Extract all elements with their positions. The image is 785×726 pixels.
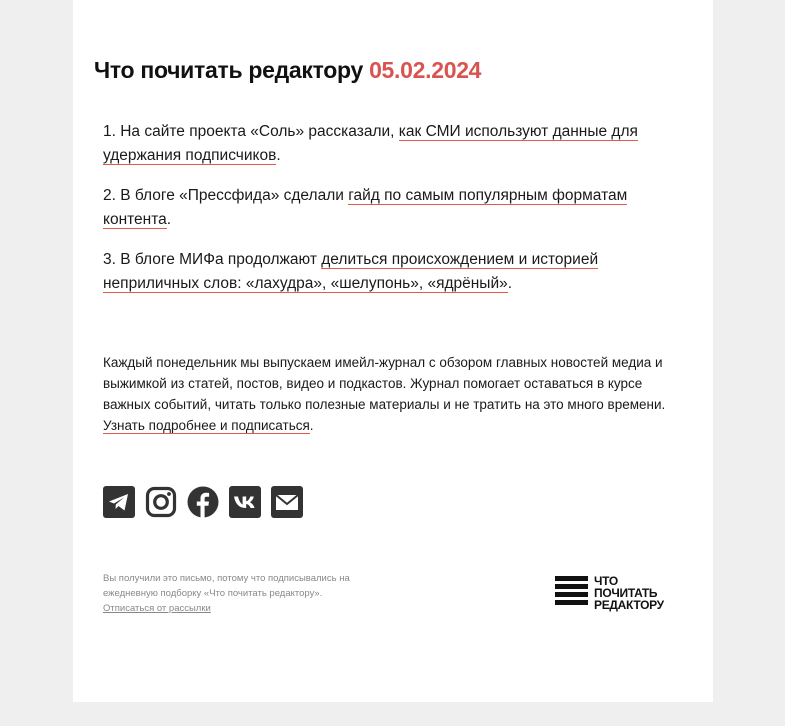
email-icon[interactable] xyxy=(271,486,303,518)
item-text: 3. В блоге МИФа продолжают xyxy=(103,251,322,268)
item-suffix: . xyxy=(507,275,513,292)
newsletter-info xyxy=(103,352,688,436)
facebook-icon[interactable] xyxy=(187,486,219,518)
info-text: Каждый понедельник мы выпускаем имейл-журнал с обзором главных новостей медиа и выжимкой из статей, постов, видео и подкастов. Журнал помогает оставаться в курсе важных событий, читать только полезные материалы и не тратить на это много времени. xyxy=(103,355,666,412)
article-link[interactable]: гайд по самым популярным форматам контента xyxy=(103,187,628,228)
item-suffix: . xyxy=(276,147,281,164)
logo-bars-icon xyxy=(555,576,588,608)
item-text: 1. На сайте проекта «Соль» рассказали, xyxy=(103,123,399,140)
article-link[interactable]: делиться происхождением и историей неприличных слов: «лахудра», «шелупонь», «ядрёный» xyxy=(103,251,599,292)
article-link[interactable]: как СМИ используют данные для удержания подписчиков xyxy=(103,123,638,164)
list-item xyxy=(103,248,683,296)
unsubscribe-link[interactable]: Отписаться от рассылки xyxy=(103,603,211,614)
instagram-icon[interactable] xyxy=(145,486,177,518)
list-item xyxy=(103,184,683,232)
brand-logo xyxy=(555,576,685,612)
subscribe-link[interactable]: Узнать подробнее и подписаться xyxy=(103,418,310,433)
logo-text xyxy=(594,575,664,611)
logo-line-3: РЕДАКТОРУ xyxy=(594,598,664,612)
logo-line-1: ЧТО xyxy=(594,574,618,588)
title-text: Что почитать редактору xyxy=(94,57,363,83)
vk-icon[interactable] xyxy=(229,486,261,518)
footer-notice xyxy=(103,571,383,616)
issue-date: 05.02.2024 xyxy=(369,57,482,83)
newsletter-card xyxy=(73,0,713,702)
info-suffix: . xyxy=(309,418,314,433)
item-suffix: . xyxy=(166,211,172,228)
logo-line-2: ПОЧИТАТЬ xyxy=(594,586,658,600)
page-title xyxy=(94,57,481,84)
social-links xyxy=(103,486,303,518)
list-item xyxy=(103,120,683,168)
telegram-icon[interactable] xyxy=(103,486,135,518)
item-text: 2. В блоге «Прессфида» сделали xyxy=(103,187,349,204)
footer-notice-text: Вы получили это письмо, потому что подписывались на ежедневную подборку «Что почитать редактору». xyxy=(103,573,350,599)
